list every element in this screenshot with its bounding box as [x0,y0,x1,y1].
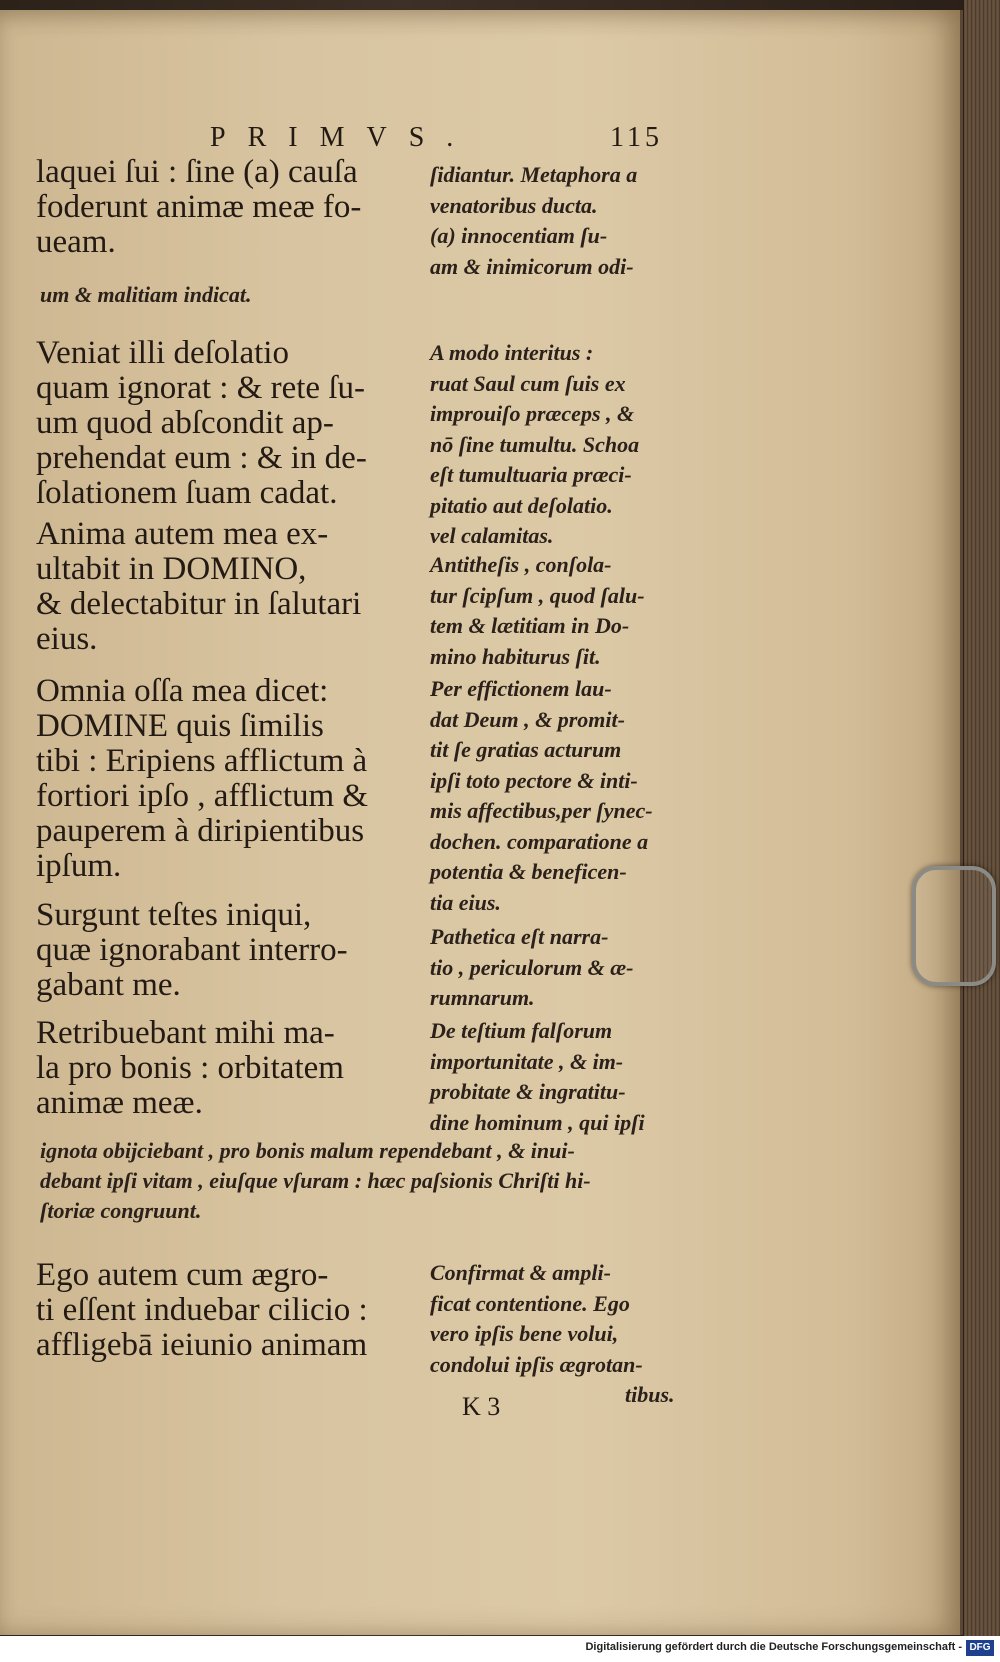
gloss-line: Per effictionem lau- [430,676,612,701]
digitization-footer [0,1636,1000,1662]
gloss-line: tur ſcipſum , quod ſalu- [430,582,645,608]
gloss-line: debant ipſi vitam , eiuſque vſuram : hæc paſsionis Chriſti hi- [40,1168,591,1193]
gloss-line: importunitate , & im- [430,1048,624,1074]
text-line: gabant me. [36,967,181,1003]
verse-1 [36,155,426,260]
text-line: animæ meæ. [36,1085,203,1121]
text-line: ueam. [36,224,116,260]
text-line: DOMINE quis ſimilis [36,708,324,744]
gloss-line: nō ſine tumultu. Schoa [430,431,640,457]
gloss-line: rumnarum. [430,985,535,1010]
gloss-line: vero ipſis bene volui, [430,1321,619,1346]
verse-3 [36,517,426,657]
gloss-5 [430,922,702,1014]
verse-6 [36,1016,426,1121]
gloss-line: venatoribus ducta. [430,192,598,218]
text-line: foderunt animæ meæ fo- [36,189,362,225]
verse-5 [36,898,426,1003]
gloss-line: mis affectibus,per ſynec- [430,798,653,823]
funding-credit: Digitalisierung gefördert durch die Deutsche Forschungsgemeinschaft - [585,1641,962,1653]
gloss-line: ficat contentione. Ego [430,1290,630,1316]
text-line: Surgunt teſtes iniqui, [36,897,312,933]
book-page-edges [962,0,1000,1640]
gloss-line: potentia & beneficen- [430,859,627,884]
text-line: ultabit in DOMINO, [36,551,307,587]
gloss-7 [430,1258,702,1411]
gloss-4 [430,674,702,918]
gloss-line: dine hominum , qui ipſi [430,1109,645,1135]
text-line: um quod abſcondit ap- [36,405,334,441]
gloss-line: improuiſo præceps , & [430,401,635,426]
text-line: quam ignorat : & rete ſu- [36,370,365,406]
gloss-1-continued [40,280,720,310]
gloss-line: dat Deum , & promit- [430,706,625,732]
verse-7 [36,1258,426,1363]
verse-2 [36,336,426,511]
text-line: affligebā ieiunio animam [36,1327,368,1363]
text-line: ſolationem ſuam cadat. [36,475,338,511]
gloss-line: ſidiantur. Metaphora a [430,162,638,187]
gloss-line: tia eius. [430,889,501,915]
text-line: la pro bonis : orbitatem [36,1050,344,1086]
text-line: ti eſſent induebar cilicio : [36,1292,368,1328]
gloss-2 [430,338,702,552]
gloss-1 [430,160,702,282]
text-line: pauperem à diripientibus [36,813,365,849]
gloss-line: ſtoriæ congruunt. [40,1198,202,1223]
gloss-line: A modo interitus : [430,340,594,365]
gloss-line: tibus. [625,1382,675,1407]
gloss-line: ruat Saul cum ſuis ex [430,370,626,396]
text-line: tibi : Eripiens afflictum à [36,743,368,779]
gloss-line: mino habiturus ſit. [430,643,601,669]
book-clasp [912,866,996,986]
gloss-line: pitatio aut deſolatio. [430,492,613,518]
gloss-3 [430,550,702,672]
text-line: eius. [36,621,98,657]
gloss-line: Antitheſis , conſola- [430,552,612,577]
text-line: Omnia oſſa mea dicet: [36,673,329,709]
gloss-6-continued [40,1136,720,1226]
book-page [0,10,963,1635]
gloss-line: vel calamitas. [430,523,554,548]
gloss-line: eſt tumultuaria præci- [430,462,632,487]
gloss-line: Confirmat & ampli- [430,1260,611,1285]
folio-number: 115 [610,122,663,153]
text-line: fortiori ipſo , afflictum & [36,778,369,814]
gloss-line: De teſtium falſorum [430,1018,613,1043]
signature-mark: K 3 [462,1392,501,1421]
gloss-line: dochen. comparatione a [430,828,649,854]
gloss-6 [430,1016,702,1138]
running-head: PRIMVS. [210,122,476,153]
gloss-line: tem & lætitiam in Do- [430,613,630,638]
gloss-line: condolui ipſis ægrotan- [430,1351,643,1377]
gloss-line: ipſi toto pectore & inti- [430,767,638,793]
dfg-logo-icon: DFG [966,1640,994,1656]
gloss-line: ignota obijciebant , pro bonis malum rependebant , & inui- [40,1138,575,1163]
text-line: & delectabitur in ſalutari [36,586,362,622]
text-line: quæ ignorabant interro- [36,932,348,968]
gloss-line: (a) innocentiam ſu- [430,223,608,248]
text-line: Veniat illi deſolatio [36,335,289,371]
text-line: Ego autem cum ægro- [36,1257,329,1293]
gloss-line: probitate & ingratitu- [430,1079,626,1104]
text-line: Anima autem mea ex- [36,516,329,552]
gloss-line: um & malitiam indicat. [40,282,252,307]
text-line: Retribuebant mihi ma- [36,1015,335,1051]
gloss-line: am & inimicorum odi- [430,253,634,279]
gloss-line: Pathetica eſt narra- [430,924,609,949]
verse-4 [36,674,426,884]
text-line: prehendat eum : & in de- [36,440,367,476]
text-line: laquei ſui : ſine (a) cauſa [36,154,358,190]
text-line: ipſum. [36,848,122,884]
gloss-line: tio , periculorum & æ- [430,954,634,980]
gloss-line: tit ſe gratias acturum [430,737,622,762]
